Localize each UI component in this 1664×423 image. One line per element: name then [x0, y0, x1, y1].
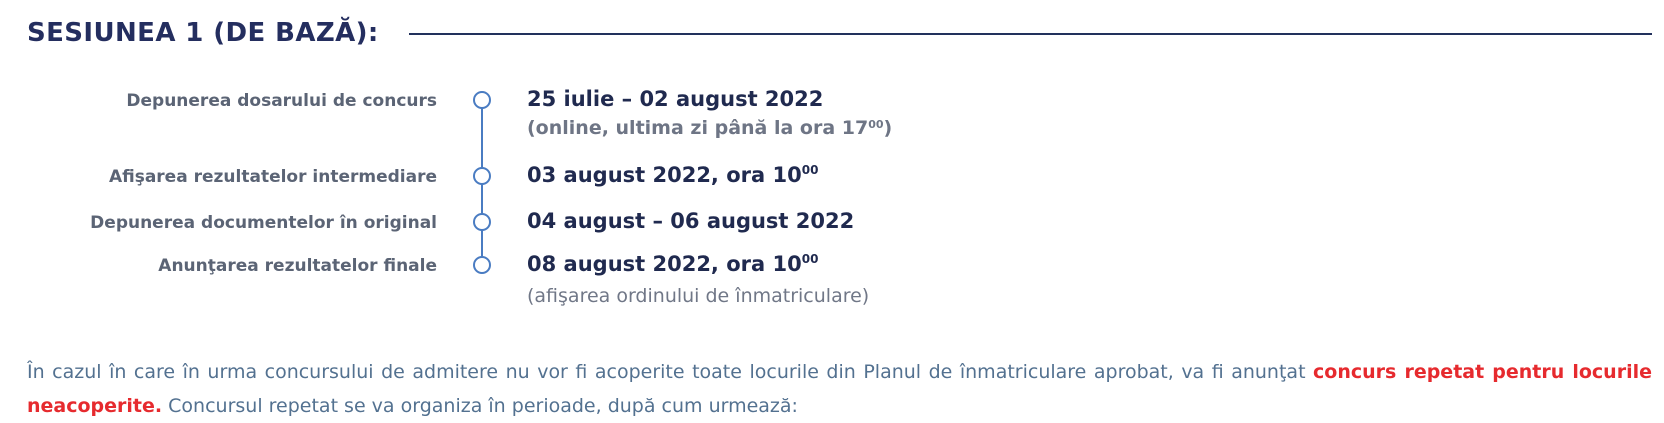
- paragraph-highlight-red: concurs repetat pentru locurile neacoperite.: [27, 361, 1652, 417]
- timeline-label: Anunţarea rezultatelor finale: [158, 256, 437, 276]
- timeline-row-original: [27, 208, 1652, 251]
- page-title: SESIUNEA 1 (DE BAZĂ):: [27, 18, 379, 48]
- repeat-contest-paragraph: [27, 355, 1652, 423]
- timeline-node-icon: [473, 256, 491, 274]
- timeline-date-text: 08 august 2022, ora 10: [527, 252, 802, 276]
- timeline-connector: [437, 86, 527, 162]
- timeline-connector: [437, 208, 527, 251]
- timeline-label: Depunerea documentelor în original: [90, 213, 437, 233]
- paragraph-text-start: În cazul în care în urma concursului de admitere nu vor fi acoperite toate locurile din Planul de înmatriculare aprobat, va fi anunţat: [27, 361, 1314, 383]
- timeline-node-icon: [473, 91, 491, 109]
- timeline-connector: [437, 251, 527, 311]
- timeline-connector: [437, 162, 527, 208]
- timeline-node-icon: [473, 213, 491, 231]
- timeline-note-close: ): [883, 117, 893, 139]
- timeline-date-text: 25 iulie – 02 august 2022: [527, 87, 824, 111]
- section-heading: [27, 18, 1652, 48]
- paragraph-text-end: Concursul repetat se va organiza în perioade, după cum urmează:: [162, 395, 798, 417]
- timeline-row-dosar: [27, 86, 1652, 162]
- timeline-date: [527, 208, 1652, 235]
- timeline-date-superscript: 00: [801, 252, 819, 266]
- timeline-date-text: 04 august – 06 august 2022: [527, 209, 855, 233]
- heading-rule: [409, 33, 1652, 35]
- timeline-label: Depunerea dosarului de concurs: [126, 91, 437, 111]
- timeline-row-finale: [27, 251, 1652, 311]
- timeline-content: [527, 251, 1652, 311]
- timeline-node-icon: [473, 167, 491, 185]
- admission-timeline: [27, 86, 1652, 311]
- timeline-note: [527, 113, 1652, 146]
- timeline-note-superscript: 00: [868, 118, 884, 131]
- timeline-label: Afişarea rezultatelor intermediare: [108, 167, 437, 187]
- timeline-note: [527, 281, 1652, 311]
- timeline-date: [527, 251, 1652, 281]
- timeline-date: [527, 86, 1652, 113]
- timeline-date-text: 03 august 2022, ora 10: [527, 163, 802, 187]
- timeline-date-superscript: 00: [801, 163, 819, 177]
- timeline-row-intermediare: [27, 162, 1652, 208]
- timeline-content: [527, 208, 1652, 251]
- timeline-content: [527, 162, 1652, 208]
- timeline-date: [527, 162, 1652, 192]
- timeline-note-text: (online, ultima zi până la ora 17: [527, 117, 869, 139]
- timeline-note-text: (afişarea ordinului de înmatriculare): [527, 285, 870, 307]
- timeline-content: [527, 86, 1652, 162]
